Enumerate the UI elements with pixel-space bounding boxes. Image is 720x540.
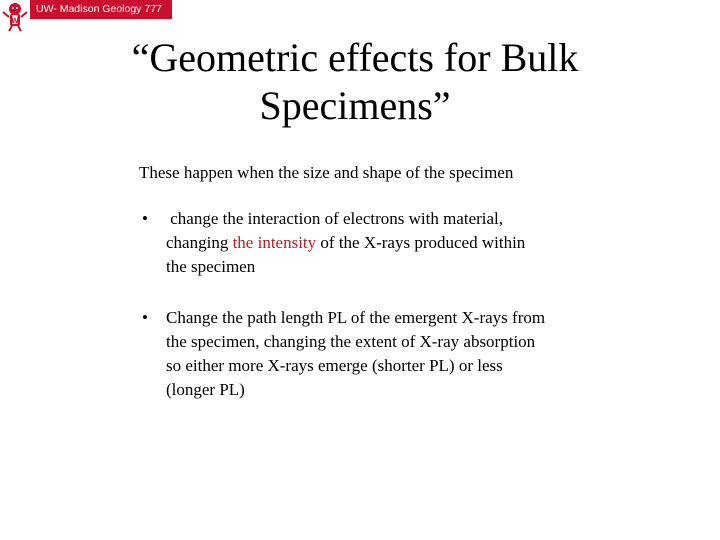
intro-text: These happen when the size and shape of the specimen (139, 163, 514, 182)
bullet-marker: • (142, 209, 148, 228)
course-banner: UW- Madison Geology 777 (30, 0, 172, 19)
bullet-marker: • (142, 308, 148, 327)
bullet-text (166, 207, 622, 279)
slide-title-line-2: Specimens” (259, 83, 451, 128)
bullet-line-post: of the X-rays produced within (316, 233, 526, 252)
highlight-the-intensity: the intensity (232, 233, 317, 252)
bullet-line: Change the path length PL of the emergent X-rays from (166, 308, 546, 327)
bullet-line: the specimen (166, 257, 256, 276)
slide-title-line-1: “Geometric effects for Bulk (131, 35, 579, 80)
uw-badger-logo-icon (0, 0, 30, 32)
svg-text:W: W (11, 18, 19, 25)
bullet-line: (longer PL) (166, 380, 245, 399)
bullet-text (166, 306, 622, 402)
badger-logo-graphic (0, 0, 30, 32)
bullet-line: change the interaction of electrons with material, (166, 209, 504, 228)
bullet-line: so either more X-rays emerge (shorter PL) or less (166, 356, 503, 375)
slide-title (0, 34, 710, 130)
bullet-line-pre: changing (166, 233, 233, 252)
bullet-line: the specimen, changing the extent of X-ray absorption (166, 332, 536, 351)
